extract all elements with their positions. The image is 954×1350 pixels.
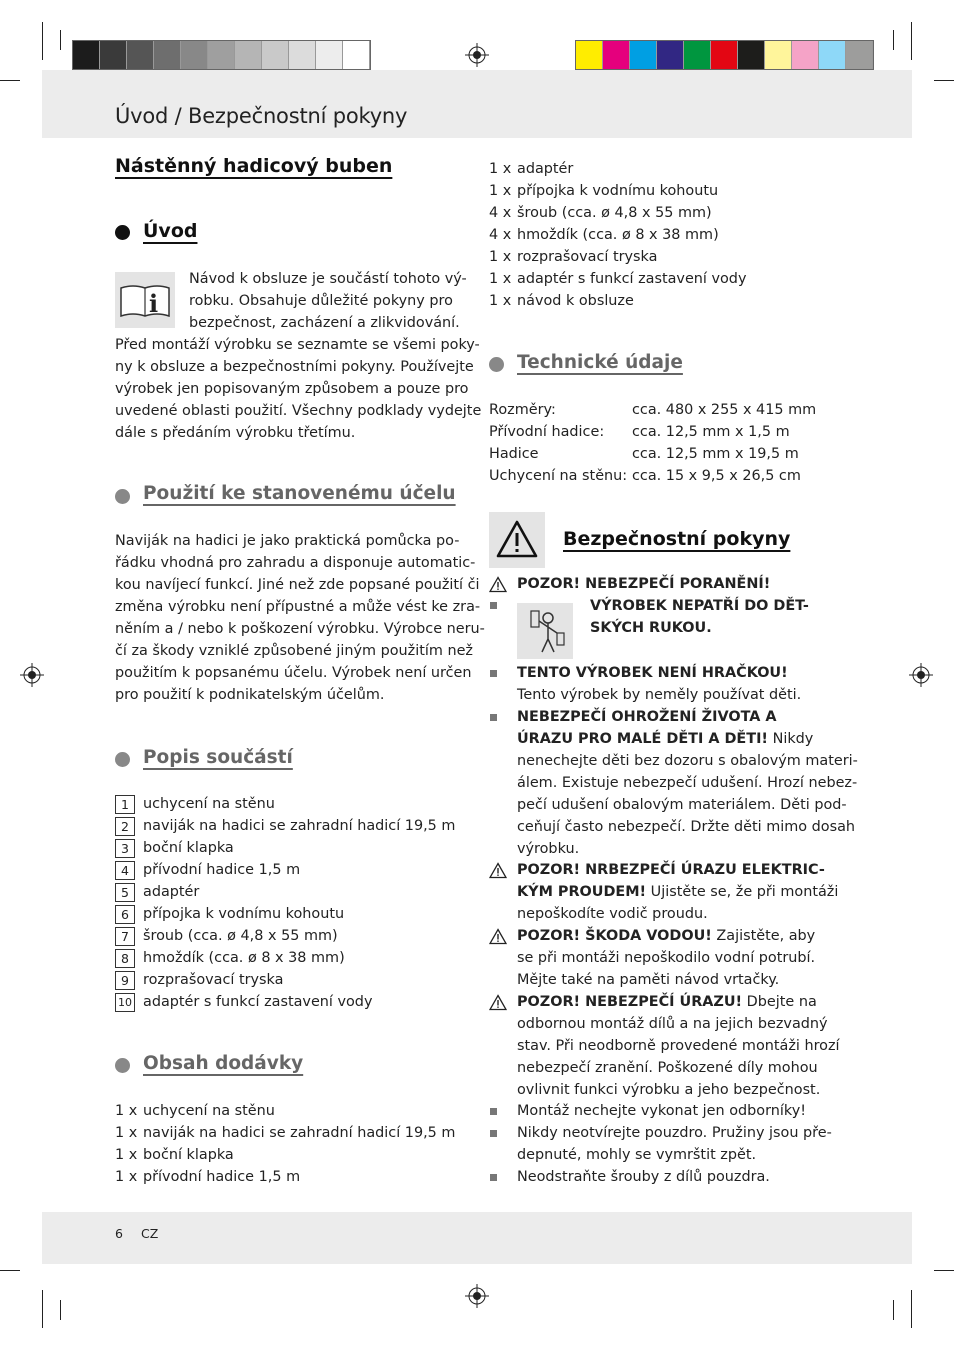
text-line: výrobek jen popisovaným způsobem a pouze pro xyxy=(115,381,469,397)
item-label: přívodní hadice 1,5 m xyxy=(143,1169,301,1185)
part-label: boční klapka xyxy=(143,840,234,856)
page-title: Úvod / Bezpečnostní pokyny xyxy=(115,104,408,128)
text-line: pečí udušení obalovým materiálem. Děti pod- xyxy=(517,797,847,813)
text-line: ny k obsluze a bezpečnostními pokyny. Používejte xyxy=(115,359,474,375)
color-swatch xyxy=(208,41,235,69)
toy-warning: TENTO VÝROBEK NENÍ HRAČKOU! xyxy=(517,665,788,681)
injury-warning-bold: POZOR! NEBEZPEČÍ ÚRAZU! xyxy=(517,994,743,1010)
item-label: šroub (cca. ø 4,8 x 55 mm) xyxy=(517,205,712,221)
text-line: odbornou montáž dílů a na jejich bezvadný xyxy=(517,1016,828,1032)
text-line: stav. Při neodborně provedené montáži hrozí xyxy=(517,1038,840,1054)
text-line: ovlivnit funkci výrobku a jeho bezpečnost. xyxy=(517,1082,821,1098)
safety-bullet-3: Neodstraňte šrouby z dílů pouzdra. xyxy=(517,1169,770,1185)
part-number: 4 xyxy=(115,861,135,880)
crop-mark xyxy=(934,80,954,81)
text-line: nenechejte děti bez dozoru s obalovým materi- xyxy=(517,753,858,769)
text-line: Naviják na hadici je jako praktická pomůcka po- xyxy=(115,533,460,549)
warning-icon xyxy=(489,928,507,945)
color-swatch xyxy=(235,41,262,69)
section-bullet xyxy=(115,489,130,504)
registration-mark-icon xyxy=(20,663,44,687)
item-quantity: 1 x xyxy=(489,293,512,309)
safety-heading: Bezpečnostní pokyny xyxy=(563,528,791,550)
text-line: robku. Obsahuje důležité pokyny pro xyxy=(189,293,453,309)
text-line: uvedené oblasti použití. Všechny podklady vydejte xyxy=(115,403,482,419)
color-bar xyxy=(575,40,874,70)
registration-mark-icon xyxy=(465,1284,489,1308)
item-quantity: 1 x xyxy=(489,161,512,177)
toy-warning-text: Tento výrobek by neměly používat děti. xyxy=(517,687,802,703)
crop-mark xyxy=(911,22,912,60)
color-swatch xyxy=(289,41,316,69)
color-swatch xyxy=(576,41,603,69)
part-label: hmoždík (cca. ø 8 x 38 mm) xyxy=(143,950,345,966)
tech-label: Rozměry: xyxy=(489,402,556,418)
water-warning xyxy=(517,925,815,947)
part-number: 1 xyxy=(115,795,135,814)
electric-warning-line2 xyxy=(517,881,838,903)
color-swatch xyxy=(819,41,846,69)
item-label: návod k obsluze xyxy=(517,293,634,309)
list-bullet xyxy=(490,1130,497,1137)
text-line: kou navíjecí funkcí. Jiné než zde popsané použití či xyxy=(115,577,480,593)
water-warning-rest: Zajistěte, aby xyxy=(711,928,816,944)
tech-value: cca. 15 x 9,5 x 26,5 cm xyxy=(632,468,801,484)
registration-mark-icon xyxy=(465,43,489,67)
item-quantity: 1 x xyxy=(115,1147,138,1163)
text-line: něním a / nebo k poškození výrobku. Výrobce neru- xyxy=(115,621,485,637)
color-swatch xyxy=(73,41,100,69)
child-warning-icon xyxy=(517,603,573,659)
crop-mark xyxy=(60,1300,61,1320)
life-warning-bold: ÚRAZU PRO MALÉ DĚTI A DĚTI! xyxy=(517,731,768,747)
text-line: změna výrobku není přípustné a může vést ke zra- xyxy=(115,599,481,615)
warning-icon xyxy=(489,576,507,593)
section-bullet xyxy=(489,357,504,372)
item-label: boční klapka xyxy=(143,1147,234,1163)
item-quantity: 1 x xyxy=(489,183,512,199)
item-quantity: 1 x xyxy=(115,1125,138,1141)
life-warning-line1: NEBEZPEČÍ OHROŽENÍ ŽIVOTA A xyxy=(517,709,777,725)
item-quantity: 1 x xyxy=(115,1103,138,1119)
crop-mark xyxy=(0,1270,20,1271)
tech-value: cca. 12,5 mm x 19,5 m xyxy=(632,446,799,462)
color-swatch xyxy=(630,41,657,69)
water-warning-bold: POZOR! ŠKODA VODOU! xyxy=(517,928,712,944)
section-bullet xyxy=(115,225,130,240)
tech-heading: Technické údaje xyxy=(517,352,683,373)
life-warning-rest: Nikdy xyxy=(768,731,814,747)
item-quantity: 1 x xyxy=(489,271,512,287)
info-book-icon xyxy=(115,272,175,328)
color-swatch xyxy=(684,41,711,69)
section-bullet xyxy=(115,1058,130,1073)
color-swatch xyxy=(765,41,792,69)
crop-mark xyxy=(0,80,20,81)
part-number: 7 xyxy=(115,927,135,946)
footer-band xyxy=(42,1212,912,1264)
text-line: výrobku. xyxy=(517,841,580,857)
part-number: 6 xyxy=(115,905,135,924)
crop-mark xyxy=(42,1290,43,1328)
text-line: použitím k popsanému účelu. Výrobek není určen xyxy=(115,665,472,681)
injury-warning xyxy=(517,991,817,1013)
part-label: šroub (cca. ø 4,8 x 55 mm) xyxy=(143,928,338,944)
electric-warning-text: nepoškodíte vodič proudu. xyxy=(517,906,708,922)
item-quantity: 1 x xyxy=(115,1169,138,1185)
part-label: přípojka k vodnímu kohoutu xyxy=(143,906,345,922)
item-quantity: 4 x xyxy=(489,227,512,243)
color-swatch xyxy=(738,41,765,69)
tech-value: cca. 480 x 255 x 415 mm xyxy=(632,402,817,418)
part-label: adaptér s funkcí zastavení vody xyxy=(143,994,373,1010)
item-label: adaptér s funkcí zastavení vody xyxy=(517,271,747,287)
color-swatch xyxy=(154,41,181,69)
part-label: adaptér xyxy=(143,884,200,900)
intended-use-heading: Použití ke stanovenému účelu xyxy=(143,483,456,504)
intro-heading: Úvod xyxy=(143,220,198,242)
injury-warning-rest: Dbejte na xyxy=(742,994,817,1010)
main-title: Nástěnný hadicový buben xyxy=(115,155,393,177)
list-bullet xyxy=(490,670,497,677)
safety-bullet-1: Montáž nechejte vykonat jen odborníky! xyxy=(517,1103,806,1119)
color-swatch xyxy=(316,41,343,69)
item-quantity: 4 x xyxy=(489,205,512,221)
part-number: 10 xyxy=(115,993,135,1012)
item-label: rozprašovací tryska xyxy=(517,249,658,265)
text-line: álem. Existuje nebezpečí udušení. Hrozí nebez- xyxy=(517,775,858,791)
text-line: pro použití k podnikatelským účelům. xyxy=(115,687,385,703)
color-swatch xyxy=(711,41,738,69)
section-bullet xyxy=(115,752,130,767)
color-swatch xyxy=(181,41,208,69)
delivery-heading: Obsah dodávky xyxy=(143,1053,304,1074)
color-swatch xyxy=(603,41,630,69)
color-swatch xyxy=(127,41,154,69)
warning-icon xyxy=(489,862,507,879)
crop-mark xyxy=(60,30,61,50)
crop-mark xyxy=(911,1290,912,1328)
crop-mark xyxy=(42,22,43,60)
color-swatch xyxy=(262,41,289,69)
crop-mark xyxy=(893,30,894,50)
part-number: 9 xyxy=(115,971,135,990)
color-swatch xyxy=(792,41,819,69)
part-label: uchycení na stěnu xyxy=(143,796,275,812)
item-quantity: 1 x xyxy=(489,249,512,265)
page-number: 6 xyxy=(115,1226,123,1241)
tech-label: Přívodní hadice: xyxy=(489,424,605,440)
text-line: ceňují často nebezpečí. Držte děti mimo dosah xyxy=(517,819,856,835)
text-line: Před montáží výrobku se seznamte se všemi poky- xyxy=(115,337,480,353)
child-warning-line2: SKÝCH RUKOU. xyxy=(590,620,712,636)
electric-warning-rest: Ujistěte se, že při montáži xyxy=(646,884,839,900)
list-bullet xyxy=(490,602,497,609)
crop-mark xyxy=(934,1270,954,1271)
safety-bullet-2-line2: depnuté, mohly se vymrštit zpět. xyxy=(517,1147,757,1163)
part-label: přívodní hadice 1,5 m xyxy=(143,862,301,878)
safety-bullet-2-line1: Nikdy neotvírejte pouzdro. Pružiny jsou pře- xyxy=(517,1125,832,1141)
part-label: naviják na hadici se zahradní hadicí 19,5 m xyxy=(143,818,456,834)
language-code: CZ xyxy=(141,1226,159,1241)
part-label: rozprašovací tryska xyxy=(143,972,284,988)
electric-warning-bold: KÝM PROUDEM! xyxy=(517,884,647,900)
electric-warning-line1: POZOR! NRBEZPEČÍ ÚRAZU ELEKTRIC- xyxy=(517,862,825,878)
parts-heading: Popis součástí xyxy=(143,747,293,768)
text-line: řádku vhodná pro zahradu a disponuje automatic- xyxy=(115,555,476,571)
text-line: dále s předáním výrobku třetímu. xyxy=(115,425,356,441)
list-bullet xyxy=(490,1174,497,1181)
color-swatch xyxy=(657,41,684,69)
warning-injury: POZOR! NEBEZPEČÍ PORANĚNÍ! xyxy=(517,576,771,592)
crop-mark xyxy=(893,1300,894,1320)
color-swatch xyxy=(100,41,127,69)
part-number: 3 xyxy=(115,839,135,858)
warning-icon xyxy=(489,994,507,1011)
item-label: uchycení na stěnu xyxy=(143,1103,275,1119)
text-line: Návod k obsluze je součástí tohoto vý- xyxy=(189,271,467,287)
warning-triangle-icon xyxy=(489,512,545,568)
tech-value: cca. 12,5 mm x 1,5 m xyxy=(632,424,790,440)
item-label: hmoždík (cca. ø 8 x 38 mm) xyxy=(517,227,719,243)
tech-label: Hadice xyxy=(489,446,539,462)
list-bullet xyxy=(490,1108,497,1115)
color-swatch xyxy=(343,41,370,69)
list-bullet xyxy=(490,714,497,721)
item-label: přípojka k vodnímu kohoutu xyxy=(517,183,719,199)
text-line: bezpečnost, zacházení a zlikvidování. xyxy=(189,315,460,331)
item-label: naviják na hadici se zahradní hadicí 19,5 m xyxy=(143,1125,456,1141)
part-number: 5 xyxy=(115,883,135,902)
svg-text:i: i xyxy=(149,289,159,318)
life-warning-line2 xyxy=(517,728,813,750)
text-line: čí za škody vzniklé způsobené jiným použitím než xyxy=(115,643,473,659)
text-line: Mějte také na paměti návod vrtačky. xyxy=(517,972,780,988)
color-swatch xyxy=(846,41,873,69)
item-label: adaptér xyxy=(517,161,574,177)
tech-label: Uchycení na stěnu: xyxy=(489,468,628,484)
gray-color-bar xyxy=(72,40,371,70)
registration-mark-icon xyxy=(909,663,933,687)
text-line: nebezpečí zranění. Poškozené díly mohou xyxy=(517,1060,818,1076)
text-line: se při montáži nepoškodilo vodní potrubí. xyxy=(517,950,816,966)
part-number: 8 xyxy=(115,949,135,968)
part-number: 2 xyxy=(115,817,135,836)
child-warning-line1: VÝROBEK NEPATŘÍ DO DĚT- xyxy=(590,598,809,614)
